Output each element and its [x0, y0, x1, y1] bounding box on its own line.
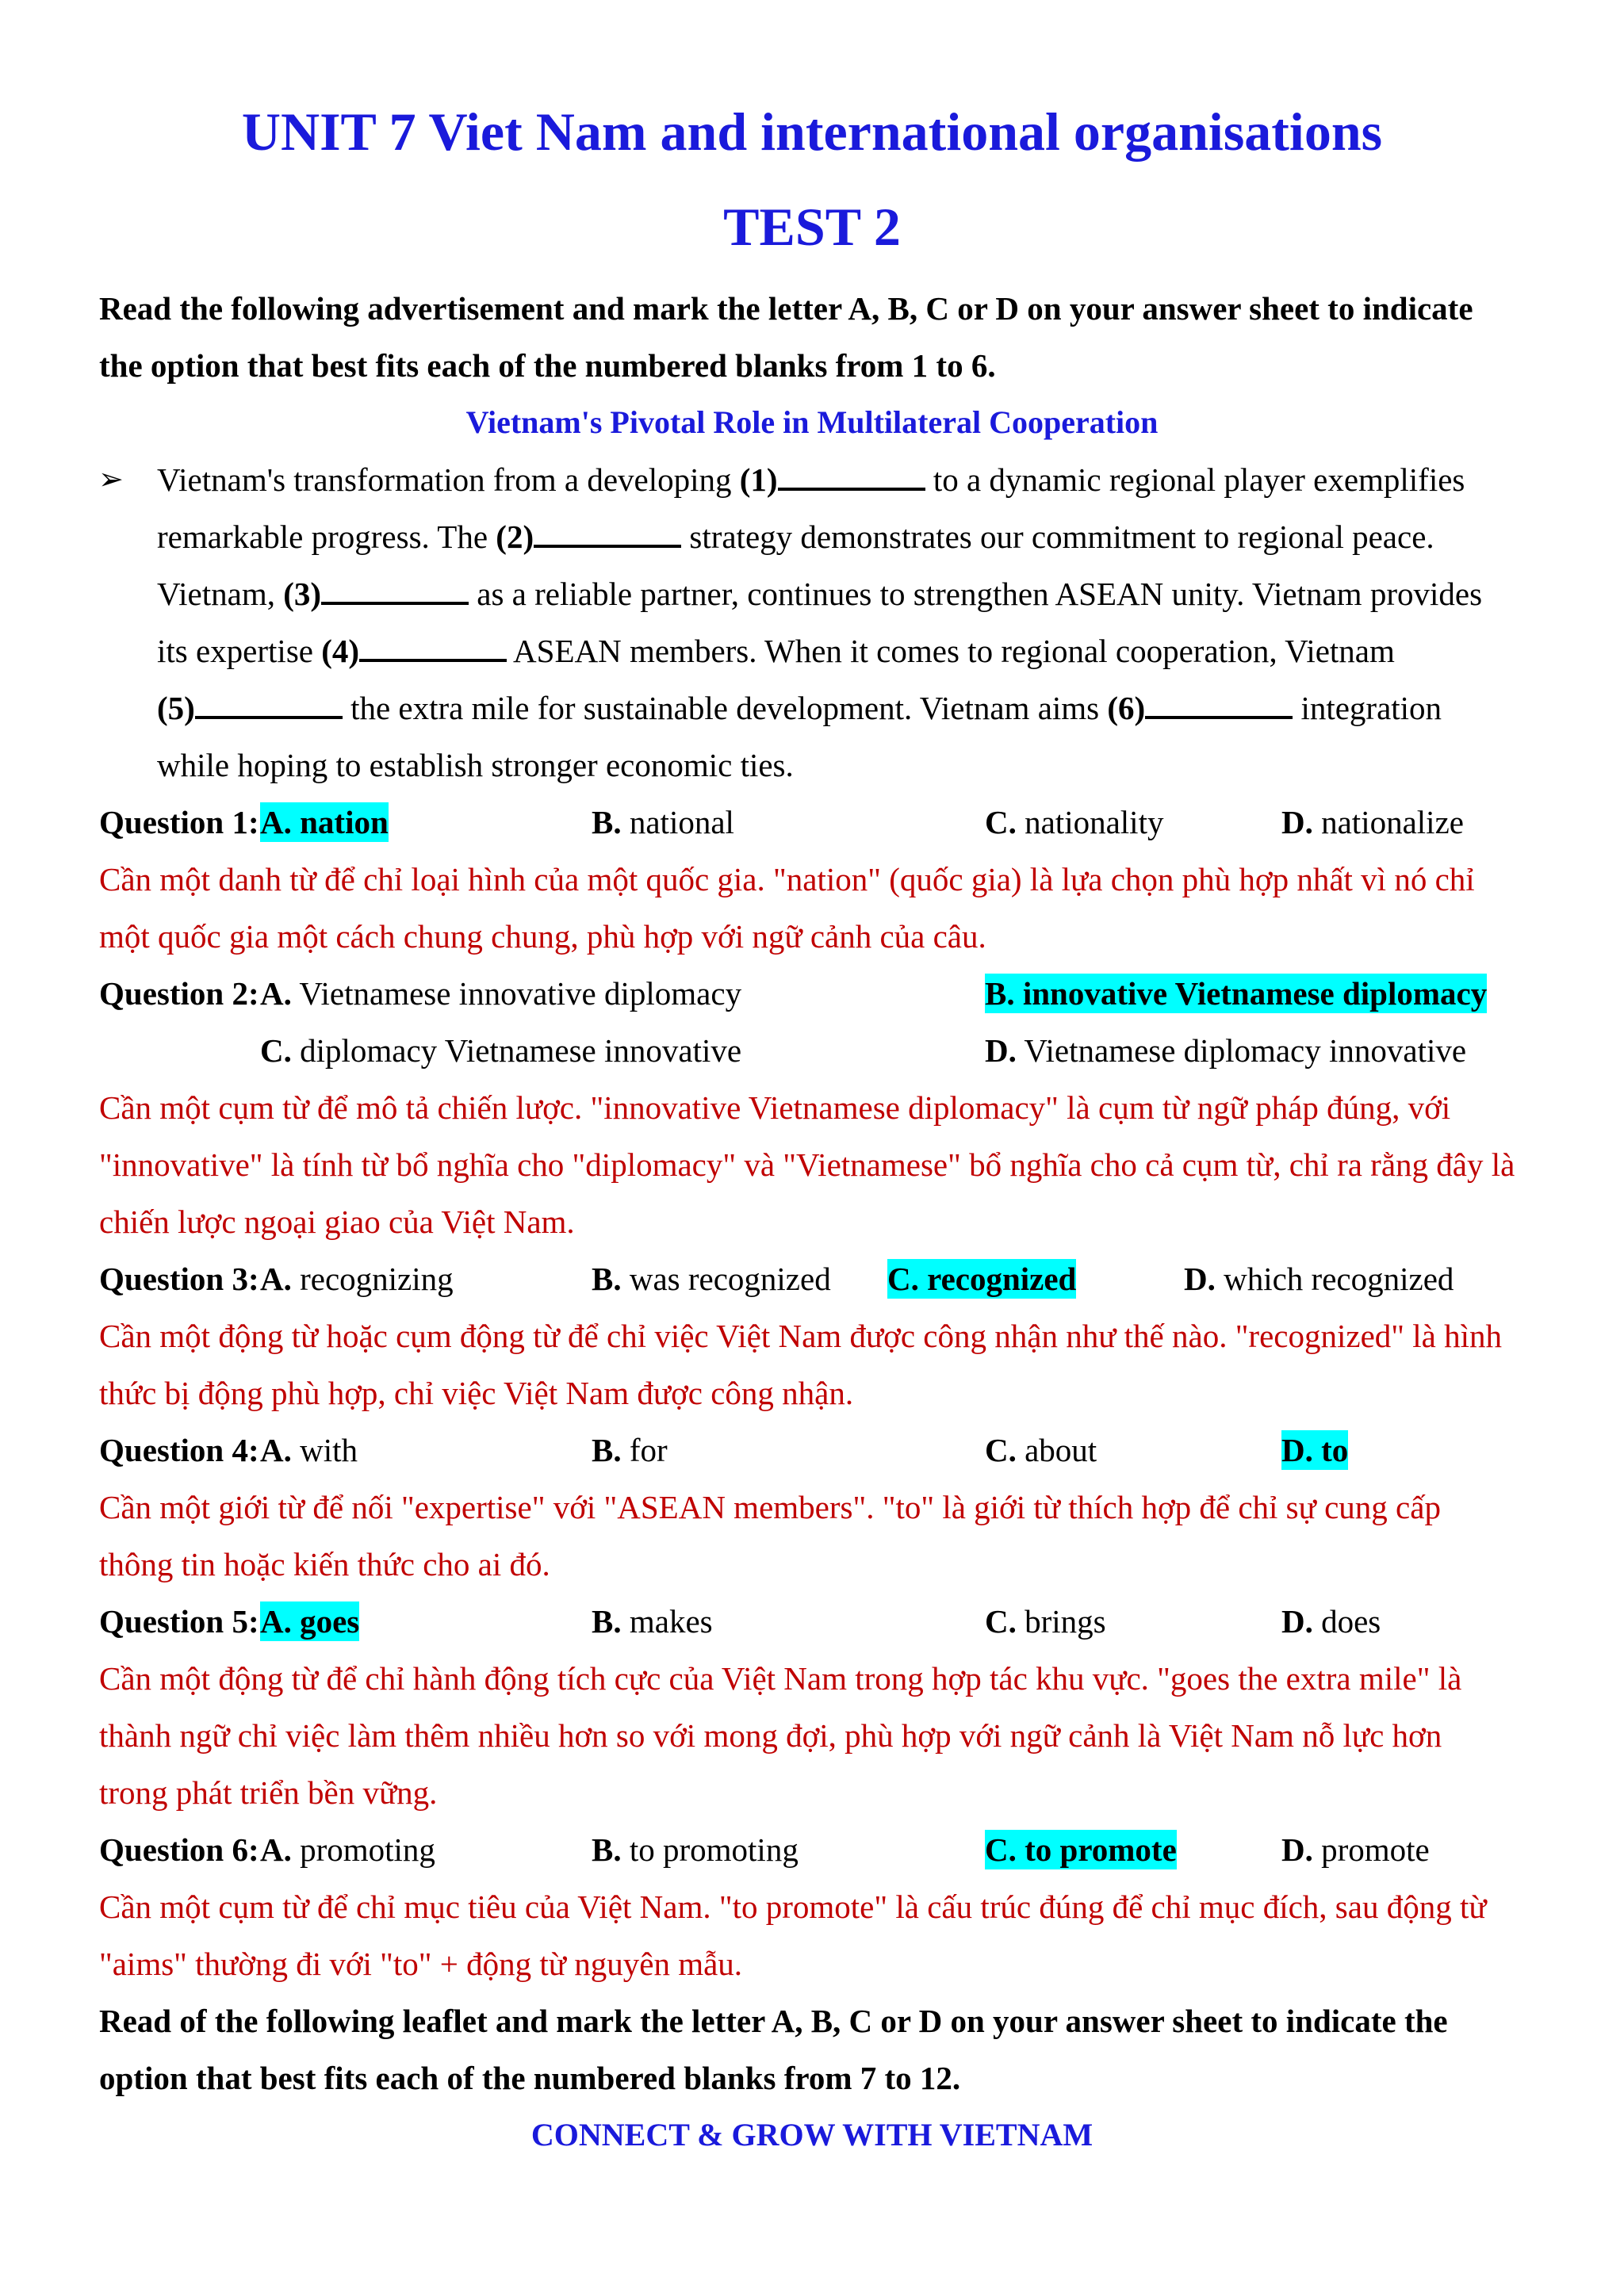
question-1-option-b	[592, 802, 734, 842]
section2-instruction-line2: option that best fits each of the numbered blanks from 7 to 12.	[99, 2060, 961, 2096]
question-2-explanation-line-1: Cần một cụm từ để mô tả chiến lược. "innovative Vietnamese diplomacy" là cụm từ ngữ pháp đúng, với	[99, 1089, 1451, 1126]
question-1-label: Question 1:	[99, 804, 259, 840]
option-letter: A.	[260, 975, 292, 1012]
question-3-option-b	[592, 1259, 831, 1299]
option-letter: A.	[260, 1432, 292, 1468]
question-4-option-b	[592, 1430, 668, 1470]
question-4-explanation-line-1: Cần một giới từ để nối "expertise" với "ASEAN members". "to" là giới từ thích hợp để chỉ sự cung cấp	[99, 1489, 1441, 1525]
passage-text: to a dynamic regional player exemplifies	[925, 461, 1465, 498]
question-4-explanation-line-2: thông tin hoặc kiến thức cho ai đó.	[99, 1546, 550, 1582]
option-text: to	[1312, 1432, 1349, 1468]
section1-instruction-line2: the option that best fits each of the numbered blanks from 1 to 6.	[99, 347, 996, 384]
passage-text: its expertise	[157, 633, 322, 669]
option-text: which recognized	[1215, 1261, 1454, 1297]
option-letter: B.	[592, 1603, 622, 1640]
option-letter: B.	[592, 1831, 622, 1868]
question-5-explanation-line-2: thành ngữ chỉ việc làm thêm nhiều hơn so với mong đợi, phù hợp với ngữ cảnh là Việt Nam nỗ lực hơn	[99, 1717, 1442, 1754]
option-letter: C.	[985, 1831, 1017, 1868]
blank-4	[359, 635, 507, 662]
question-2-option-b	[985, 974, 1487, 1013]
section2-instruction-line1: Read of the following leaflet and mark the letter A, B, C or D on your answer sheet to indicate the	[99, 2003, 1448, 2039]
option-letter: C.	[985, 1432, 1017, 1468]
passage-text: Vietnam,	[157, 576, 284, 612]
option-letter: A.	[260, 804, 292, 840]
option-text: recognizing	[291, 1261, 454, 1297]
passage-text: Vietnam's transformation from a developing	[157, 461, 740, 498]
option-letter: A.	[260, 1261, 292, 1297]
passage-text: remarkable progress. The	[157, 519, 496, 555]
option-letter: B.	[592, 804, 622, 840]
question-2-option-c	[260, 1031, 741, 1070]
question-4-option-a	[260, 1430, 358, 1470]
question-1-explanation-line-1: Cần một danh từ để chỉ loại hình của một quốc gia. "nation" (quốc gia) là lựa chọn phù hợp nhất vì nó chỉ	[99, 861, 1475, 897]
blank-5	[195, 692, 343, 719]
blank-1	[778, 464, 925, 491]
option-letter: A.	[260, 1603, 292, 1640]
option-letter: D.	[985, 1032, 1017, 1069]
question-5-explanation-line-3: trong phát triển bền vững.	[99, 1774, 438, 1811]
question-6-option-c	[985, 1830, 1177, 1869]
option-text: Vietnamese diplomacy innovative	[1016, 1032, 1467, 1069]
option-text: promote	[1312, 1831, 1430, 1868]
page-subtitle: TEST 2	[723, 197, 901, 257]
option-text: Vietnamese innovative diplomacy	[291, 975, 742, 1012]
section1-heading: Vietnam's Pivotal Role in Multilateral Cooperation	[465, 404, 1159, 440]
option-text: with	[291, 1432, 358, 1468]
blank-6	[1145, 692, 1293, 719]
blank-6-number: (6)	[1107, 690, 1146, 726]
question-1-explanation-line-2: một quốc gia một cách chung chung, phù hợp với ngữ cảnh của câu.	[99, 918, 986, 955]
option-text: goes	[291, 1603, 360, 1640]
option-text: does	[1312, 1603, 1381, 1640]
passage-line-5	[157, 688, 1442, 728]
option-text: to promoting	[621, 1831, 799, 1868]
option-letter: D.	[1281, 1603, 1313, 1640]
option-text: brings	[1016, 1603, 1106, 1640]
question-3-option-c	[887, 1259, 1076, 1299]
option-letter: D.	[1281, 804, 1313, 840]
question-3-explanation-line-1: Cần một động từ hoặc cụm động từ để chỉ việc Việt Nam được công nhận như thế nào. "recognized" là hình	[99, 1318, 1502, 1354]
passage-line-6: while hoping to establish stronger economic ties.	[157, 747, 794, 783]
question-1-option-c	[985, 802, 1163, 842]
option-text: innovative Vietnamese diplomacy	[1014, 975, 1488, 1012]
option-letter: D.	[1281, 1831, 1313, 1868]
blank-3-number: (3)	[283, 576, 322, 612]
option-text: was recognized	[621, 1261, 831, 1297]
option-text: nation	[291, 804, 389, 840]
question-6-explanation-line-1: Cần một cụm từ để chỉ mục tiêu của Việt Nam. "to promote" là cấu trúc đúng để chỉ mục đích, sau động từ	[99, 1888, 1487, 1925]
passage-line-2	[157, 517, 1434, 557]
question-4-label: Question 4:	[99, 1432, 259, 1468]
option-text: makes	[621, 1603, 713, 1640]
question-6-option-a	[260, 1830, 435, 1869]
option-letter: B.	[592, 1432, 622, 1468]
passage-text: strategy demonstrates our commitment to regional peace.	[681, 519, 1434, 555]
option-letter: C.	[887, 1261, 919, 1297]
option-text: promoting	[291, 1831, 435, 1868]
question-3-option-a	[260, 1259, 454, 1299]
question-5-option-a	[260, 1601, 359, 1641]
option-text: to promote	[1016, 1831, 1177, 1868]
question-6-option-b	[592, 1830, 799, 1869]
passage-text: ASEAN members. When it comes to regional cooperation, Vietnam	[507, 633, 1395, 669]
option-letter: C.	[260, 1032, 292, 1069]
question-2-explanation-line-3: chiến lược ngoại giao của Việt Nam.	[99, 1203, 575, 1240]
question-5-option-d	[1281, 1601, 1381, 1641]
blank-3	[321, 578, 469, 605]
question-4-option-c	[985, 1430, 1097, 1470]
question-1-option-a	[260, 802, 389, 842]
passage-line-1	[157, 460, 1465, 499]
question-6-option-d	[1281, 1830, 1430, 1869]
option-letter: C.	[985, 1603, 1017, 1640]
question-6-explanation-line-2: "aims" thường đi với "to" + động từ nguyên mẫu.	[99, 1946, 743, 1982]
question-5-explanation-line-1: Cần một động từ để chỉ hành động tích cực của Việt Nam trong hợp tác khu vực. "goes the extra mile" là	[99, 1660, 1462, 1697]
option-letter: D.	[1281, 1432, 1313, 1468]
blank-5-number: (5)	[157, 690, 195, 726]
option-text: national	[621, 804, 734, 840]
blank-2	[534, 521, 681, 548]
option-letter: A.	[260, 1831, 292, 1868]
question-5-label: Question 5:	[99, 1603, 259, 1640]
section1-instruction-line1: Read the following advertisement and mark the letter A, B, C or D on your answer sheet to indicate	[99, 290, 1473, 327]
blank-2-number: (2)	[496, 519, 534, 555]
blank-1-number: (1)	[739, 461, 778, 498]
question-2-option-d	[985, 1031, 1466, 1070]
page-title: UNIT 7 Viet Nam and international organisations	[241, 101, 1383, 162]
option-letter: B.	[592, 1261, 622, 1297]
question-2-explanation-line-2: "innovative" là tính từ bổ nghĩa cho "diplomacy" và "Vietnamese" bổ nghĩa cho cả cụm từ, chỉ ra rằng đây là	[99, 1146, 1515, 1183]
passage-text: the extra mile for sustainable development. Vietnam aims	[342, 690, 1108, 726]
passage-line-3	[157, 574, 1482, 614]
option-text: for	[621, 1432, 668, 1468]
blank-4-number: (4)	[321, 633, 360, 669]
question-6-label: Question 6:	[99, 1831, 259, 1868]
passage-text: as a reliable partner, continues to strengthen ASEAN unity. Vietnam provides	[469, 576, 1483, 612]
question-5-option-c	[985, 1601, 1106, 1641]
option-letter: C.	[985, 804, 1017, 840]
question-5-option-b	[592, 1601, 713, 1641]
question-2-label: Question 2:	[99, 975, 259, 1012]
option-text: about	[1016, 1432, 1097, 1468]
passage-text: integration	[1293, 690, 1442, 726]
option-text: recognized	[918, 1261, 1077, 1297]
question-3-label: Question 3:	[99, 1261, 259, 1297]
question-3-explanation-line-2: thức bị động phù hợp, chỉ việc Việt Nam được công nhận.	[99, 1375, 854, 1411]
question-2-option-a	[260, 974, 741, 1013]
section2-heading: CONNECT & GROW WITH VIETNAM	[530, 2117, 1094, 2152]
question-3-option-d	[1184, 1259, 1454, 1299]
option-text: nationality	[1016, 804, 1164, 840]
bullet-arrow-icon: ➢	[98, 463, 124, 496]
option-letter: B.	[985, 975, 1015, 1012]
option-text: diplomacy Vietnamese innovative	[291, 1032, 742, 1069]
question-1-option-d	[1281, 802, 1464, 842]
passage-line-4	[157, 631, 1395, 671]
option-text: nationalize	[1312, 804, 1464, 840]
question-4-option-d	[1281, 1430, 1348, 1470]
option-letter: D.	[1184, 1261, 1216, 1297]
